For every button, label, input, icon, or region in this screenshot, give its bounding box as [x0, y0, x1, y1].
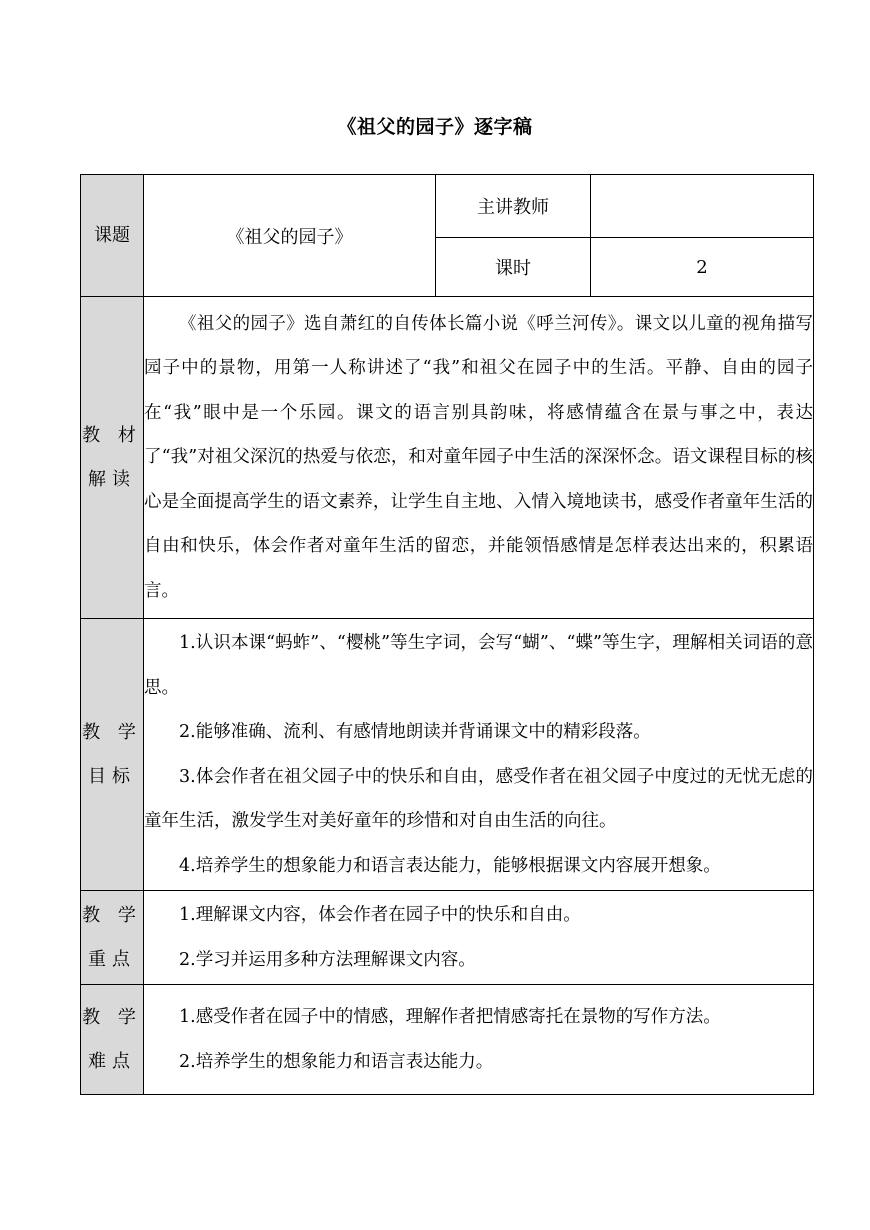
difficulty-item-1: 1.感受作者在园子中的情感，理解作者把情感寄托在景物的写作方法。	[179, 1007, 721, 1027]
key-points-label-cell	[81, 891, 144, 985]
difficulties-label-line1: 教 学	[82, 1006, 142, 1028]
objectives-label-line2: 目标	[88, 765, 136, 787]
key-points-content	[144, 891, 814, 985]
objectives-label-line1: 教 学	[82, 721, 142, 743]
interpretation-label-line2: 解读	[88, 468, 136, 490]
interpretation-row	[81, 297, 814, 619]
interpretation-paragraph: 《祖父的园子》选自萧红的自传体长篇小说《呼兰河传》。课文以儿童的视角描写园子中的景物，用第一人称讲述了“我”和祖父在园子中的生活。平静、自由的园子在“我”眼中是一个乐园。课文的语言别具韵味，将感情蕴含在景与事之中，表达了“我”对祖父深沉的热爱与依恋，和对童年园子中生活的深深怀念。语文课程目标的核心是全面提高学生的语文素养，让学生自主地、入情入境地读书，感受作者童年生活的自由和快乐，体会作者对童年生活的留恋，并能领悟感情是怎样表达出来的，积累语言。	[144, 313, 813, 601]
topic-value-cell	[144, 175, 436, 297]
objective-item-2: 2.能够准确、流利、有感情地朗读并背诵课文中的精彩段落。	[179, 722, 651, 742]
key-points-label-line2: 重点	[88, 948, 136, 970]
interpretation-label-cell	[81, 297, 144, 619]
difficulties-row	[81, 985, 814, 1095]
topic-label: 课题	[94, 224, 130, 246]
difficulty-item-2: 2.培养学生的想象能力和语言表达能力。	[179, 1051, 494, 1072]
teacher-label: 主讲教师	[477, 197, 549, 218]
objective-item-4: 4.培养学生的想象能力和语言表达能力，能够根据课文内容展开想象。	[179, 855, 721, 876]
topic-value: 《祖父的园子》	[226, 226, 353, 248]
difficulties-label-cell	[81, 985, 144, 1095]
objectives-label-cell	[81, 619, 144, 891]
key-points-row	[81, 891, 814, 985]
difficulties-content	[144, 985, 814, 1095]
difficulties-label-line2: 难点	[88, 1050, 136, 1072]
objectives-content	[144, 619, 814, 891]
topic-label-cell	[81, 175, 144, 297]
key-point-item-2: 2.学习并运用多种方法理解课文内容。	[179, 949, 476, 970]
objectives-row	[81, 619, 814, 891]
lesson-plan-table	[80, 174, 814, 1095]
interpretation-content	[144, 297, 814, 619]
hours-value: 2	[696, 256, 708, 278]
hours-value-cell	[591, 238, 814, 297]
objective-item-1: 1.认识本课“蚂蚱”、“樱桃”等生字词，会写“蝴”、“蝶”等生字，理解相关词语的意思。	[144, 633, 813, 698]
teacher-value-cell	[591, 175, 814, 238]
header-row-teacher	[81, 175, 814, 238]
objective-item-3: 3.体会作者在祖父园子中的快乐和自由，感受作者在祖父园子中度过的无忧无虑的童年生活，激发学生对美好童年的珍惜和对自由生活的向往。	[144, 766, 813, 831]
document-title: 《祖父的园子》逐字稿	[337, 116, 533, 138]
hours-label: 课时	[495, 258, 531, 279]
key-point-item-1: 1.理解课文内容，体会作者在园子中的快乐和自由。	[179, 905, 581, 925]
teacher-label-cell	[436, 175, 591, 238]
interpretation-label-line1: 教 材	[82, 424, 142, 446]
hours-label-cell	[436, 238, 591, 297]
key-points-label-line1: 教 学	[82, 904, 142, 926]
